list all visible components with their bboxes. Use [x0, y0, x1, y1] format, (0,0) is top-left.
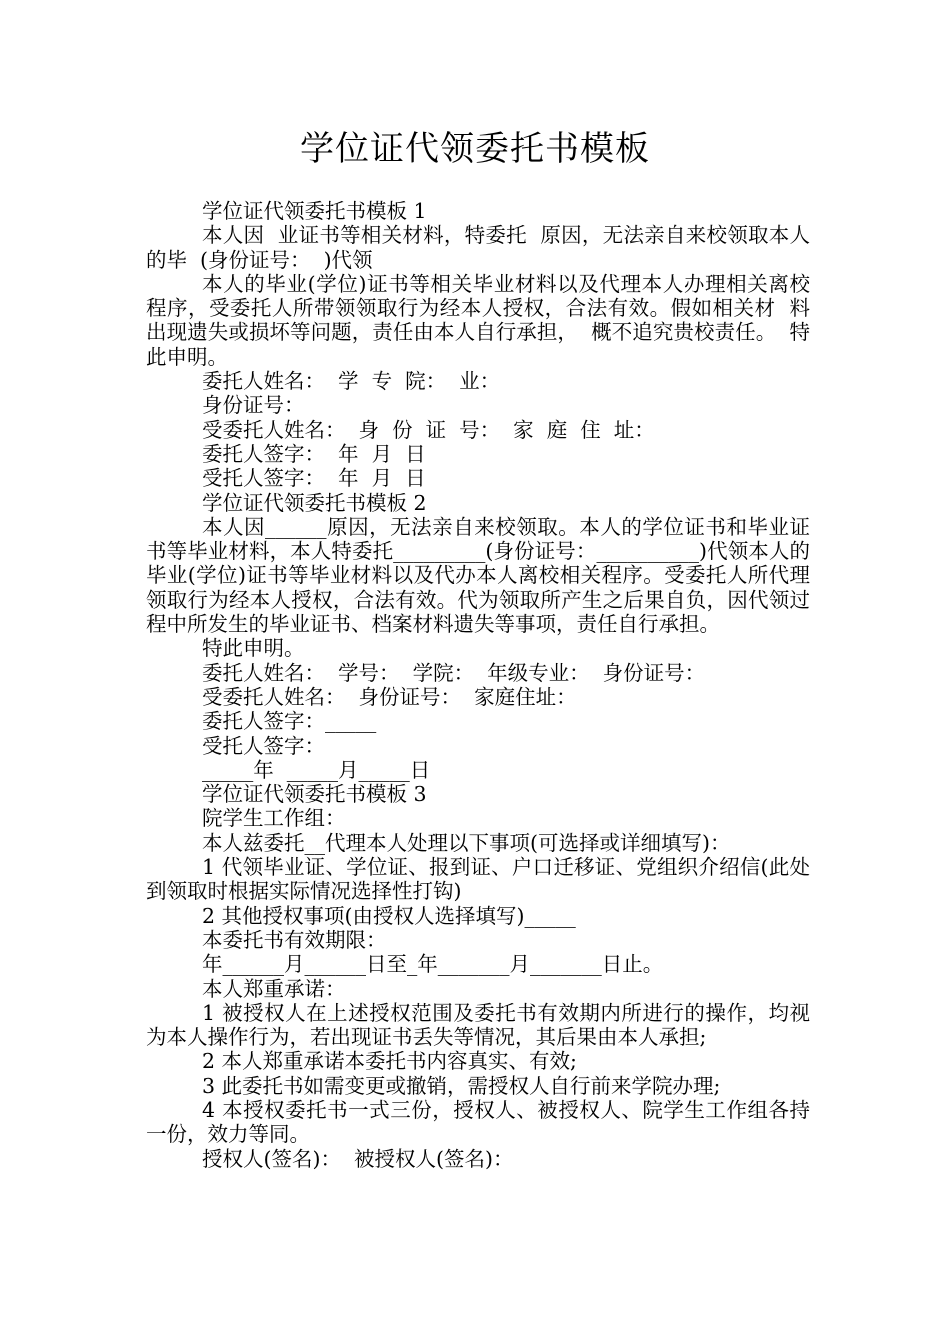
document-title: 学位证代领委托书模板 [300, 129, 650, 169]
list-item: 1 代领毕业证、学位证、报到证、户口迁移证、党组织介绍信(此处到领取时根据实际情况选择性打钩) [146, 855, 810, 904]
section-heading-2: 学位证代领委托书模板 2 [202, 490, 427, 515]
form-line: 受委托人姓名： 身 份 证 号： 家 庭 住 址： [202, 417, 655, 442]
form-line: 受委托人姓名： 身份证号： 家庭住址： [202, 684, 577, 709]
signature-line: 受托人签字： 年 月 日 [202, 466, 426, 491]
date-line: _____年 _____月_____日 [202, 757, 431, 782]
body-paragraph: 特此申明。 [202, 636, 305, 661]
body-paragraph: 本人因 业证书等相关材料，特委托 原因，无法亲自来校领取本人的毕 (身份证号： )代领 [146, 223, 810, 272]
section-heading-3: 学位证代领委托书模板 3 [202, 782, 427, 807]
list-item: 3 此委托书如需变更或撤销，需授权人自行前来学院办理; [202, 1073, 721, 1098]
body-paragraph: 本人兹委托__代理本人处理以下事项(可选择或详细填写)： [202, 830, 731, 855]
list-item: 4 本授权委托书一式三份，授权人、被授权人、院学生工作组各持一份，效力等同。 [146, 1097, 810, 1147]
body-paragraph: 本委托书有效期限： [202, 927, 387, 952]
form-line: 委托人姓名： 学 专 院： 业： [202, 369, 501, 394]
section-heading-1: 学位证代领委托书模板 1 [202, 199, 427, 223]
signature-line: 受托人签字： [202, 733, 325, 758]
body-paragraph: 本人因______原因，无法亲自来校领取。本人的学位证书和毕业证书等毕业材料，本人特委托_________(身份证号：__________)代领本人的毕业(学位)证书等毕业材料以及代办本人离校相关程序。受委托人所代理领取行为经本人授权，合法有效。代为领取所产生之后果自负，因代领过程中所发生的毕业证书、档案材料遗失等事项，责任自行承担。 [146, 514, 810, 637]
list-item: 1 被授权人在上述授权范围及委托书有效期内所进行的操作，均视为本人操作行为，若出现证书丢失等情况，其后果由本人承担; [146, 1000, 810, 1050]
form-line: 委托人姓名： 学号： 学院： 年级专业： 身份证号： [202, 660, 706, 685]
date-line: 年______月______日至_年_______月_______日止。 [202, 952, 664, 977]
addressee-line: 院学生工作组： [202, 806, 346, 831]
body-paragraph: 本人郑重承诺： [202, 976, 346, 1001]
signature-line: 委托人签字： 年 月 日 [202, 441, 426, 466]
form-line: 身份证号： [202, 393, 305, 418]
signature-line: 授权人(签名)： 被授权人(签名)： [202, 1146, 514, 1171]
list-item: 2 其他授权事项(由授权人选择填写)_____ [202, 903, 576, 928]
document-body [146, 199, 824, 1171]
signature-line: 委托人签字：_____ [202, 709, 377, 734]
list-item: 2 本人郑重承诺本委托书内容真实、有效; [202, 1049, 577, 1074]
body-paragraph: 本人的毕业(学位)证书等相关毕业材料以及代理本人办理相关离校 程序，受委托人所带领领取行为经本人授权，合法有效。假如相关材 料出现遗失或损坏等问题，责任由本人自行承担， 概不追究贵校责任。 特此申明。 [146, 271, 824, 369]
